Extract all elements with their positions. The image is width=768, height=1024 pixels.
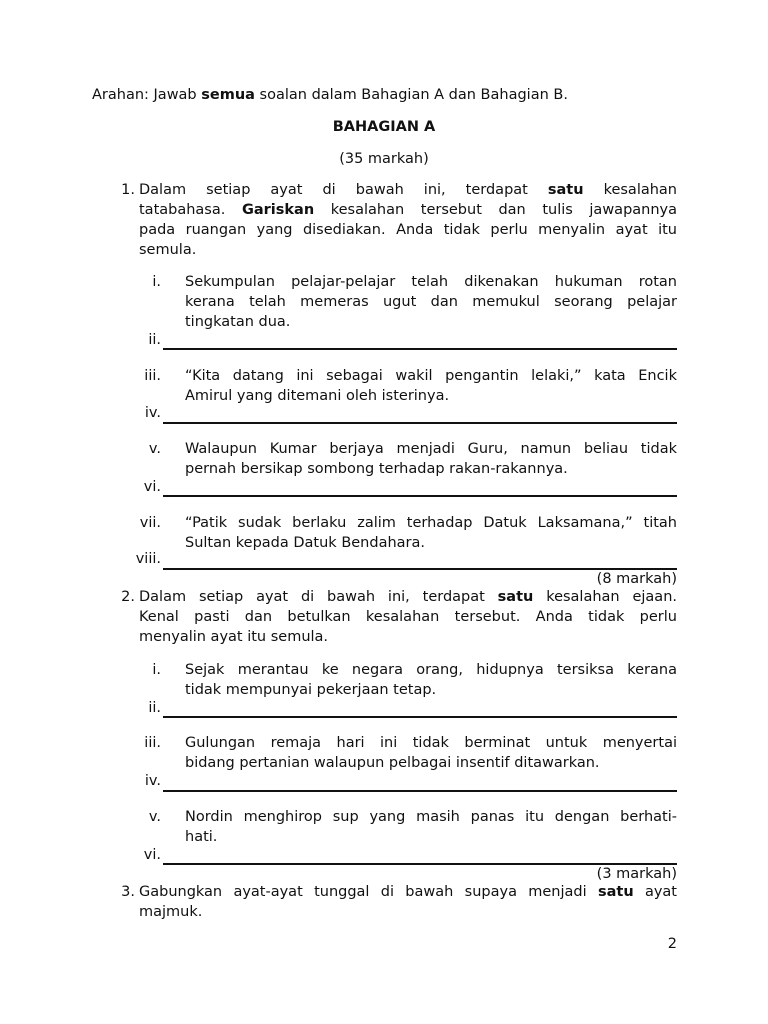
q1-number: 1.	[121, 182, 135, 198]
q2-text: Dalam setiap ayat di bawah ini, terdapat satu kesalahan ejaan. Kenal pasti dan betulkan kesalahan tersebut. Anda tidak perlu	[139, 589, 677, 625]
q2-item-iii-text: Gulungan remaja hari ini tidak berminat untuk menyertai	[185, 735, 677, 751]
q2-number: 2.	[121, 589, 135, 605]
q2-item-v-line-2: hati.	[185, 829, 218, 845]
section-title: BAHAGIAN A	[332, 119, 436, 135]
q1-item-vii-line-2: Sultan kepada Datuk Bendahara.	[185, 535, 425, 551]
q1-text	[139, 180, 677, 240]
q2-item-iii-label: iii.	[144, 735, 161, 751]
q1-item-i-line-3: tingkatan dua.	[185, 314, 291, 330]
q1-item-iii-text: “Kita datang ini sebagai wakil pengantin lelaki,” kata Encik	[185, 368, 677, 384]
q2-item-v-label: v.	[148, 809, 161, 825]
instruction-bold: semua	[201, 87, 255, 103]
q2-answer-line-iv[interactable]	[163, 790, 677, 792]
q2-answer-line-ii[interactable]	[163, 716, 677, 718]
q2-item-i-line-2: tidak mempunyai pekerjaan tetap.	[185, 682, 437, 698]
page-number: 2	[667, 936, 677, 952]
q1-item-ii-label: ii.	[148, 332, 161, 348]
q1-marks: (8 markah)	[596, 571, 677, 587]
q1-item-vii-text: “Patik sudak berlaku zalim terhadap Datuk Laksamana,” titah	[185, 515, 677, 531]
q2-item-vi-label: vi.	[143, 847, 161, 863]
q1-item-vi-label: vi.	[143, 479, 161, 495]
q1-item-v-label: v.	[148, 441, 161, 457]
q1-item-iv-label: iv.	[144, 405, 161, 421]
q1-line-4: semula.	[139, 242, 197, 258]
instruction-post: soalan dalam Bahagian A dan Bahagian B.	[254, 87, 568, 103]
q1-item-iii-label: iii.	[144, 368, 161, 384]
q1-item-iii-line-2: Amirul yang ditemani oleh isterinya.	[185, 388, 450, 404]
q1-line-3: pada ruangan yang disediakan. Anda tidak perlu menyalin ayat itu	[139, 222, 677, 238]
q1-item-i-label: i.	[152, 274, 161, 290]
q1-line-2: tatabahasa. Gariskan kesalahan tersebut dan tulis jawapannya	[139, 202, 678, 218]
q1-answer-line-ii[interactable]	[163, 348, 677, 350]
q3-text: Gabungkan ayat-ayat tunggal di bawah supaya menjadi satu ayat	[139, 884, 677, 900]
q2-item-i-text: Sejak merantau ke negara orang, hidupnya tersiksa kerana	[185, 662, 677, 678]
q1-item-v-line-2: pernah bersikap sombong terhadap rakan-rakannya.	[185, 461, 568, 477]
q2-item-i-label: i.	[152, 662, 161, 678]
q1-item-vii-label: vii.	[139, 515, 161, 531]
q1-item-viii-label: viii.	[135, 551, 161, 567]
q1-item-v-text: Walaupun Kumar berjaya menjadi Guru, namun beliau tidak	[185, 441, 677, 457]
q1-line-1: Dalam setiap ayat di bawah ini, terdapat satu kesalahan	[139, 182, 677, 198]
q1-item-i-text: Sekumpulan pelajar-pelajar telah dikenakan hukuman rotan kerana telah memeras ugut dan memukul seorang pelajar	[185, 274, 677, 310]
q2-item-ii-label: ii.	[148, 700, 161, 716]
q2-item-v-text: Nordin menghirop sup yang masih panas itu dengan berhati-	[185, 809, 677, 825]
q3-number: 3.	[121, 884, 135, 900]
instruction-pre: Arahan: Jawab	[92, 87, 202, 103]
q2-item-iii-line-2: bidang pertanian walaupun pelbagai insentif ditawarkan.	[185, 755, 600, 771]
q2-marks: (3 markah)	[596, 866, 677, 882]
q1-answer-line-iv[interactable]	[163, 422, 677, 424]
q1-answer-line-vi[interactable]	[163, 495, 677, 497]
q3-line-2: majmuk.	[139, 904, 203, 920]
section-marks: (35 markah)	[339, 151, 429, 167]
instruction-text	[92, 85, 568, 105]
q2-item-iv-label: iv.	[144, 773, 161, 789]
q2-line-3: menyalin ayat itu semula.	[139, 629, 329, 645]
